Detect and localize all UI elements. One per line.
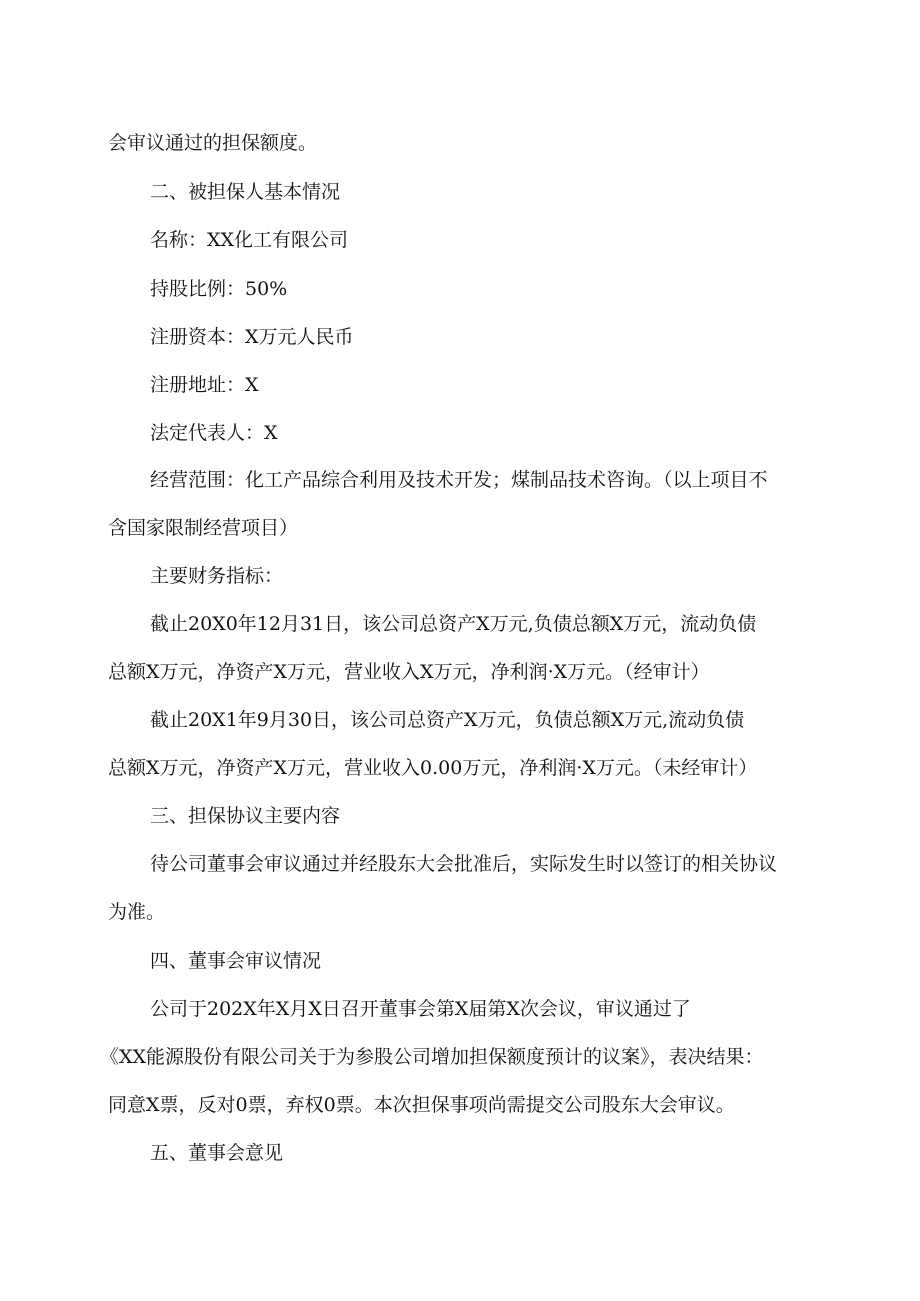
section-heading-board-opinion: 五、董事会意见	[150, 1142, 284, 1164]
field-registered-capital: 注册资本：X万元人民币	[150, 326, 354, 348]
financial-indicators-heading: 主要财务指标：	[150, 565, 284, 587]
board-review-text-line-2: 《XX能源股份有限公司关于为参股公司增加担保额度预计的议案》，表决结果：	[100, 1046, 764, 1068]
field-shareholding-ratio: 持股比例：50%	[150, 278, 288, 300]
section-heading-guarantee-agreement: 三、担保协议主要内容	[150, 805, 341, 827]
field-business-scope: 经营范围：化工产品综合利用及技术开发；煤制品技术咨询。（以上项目不	[150, 469, 768, 491]
field-registered-address: 注册地址：X	[150, 374, 259, 396]
field-name: 名称：XX化工有限公司	[150, 229, 349, 251]
financials-20x1-line-1: 截止20X1年9月30日，该公司总资产X万元，负债总额X万元,流动负债	[150, 709, 745, 731]
section-heading-board-review: 四、董事会审议情况	[150, 950, 322, 972]
financials-20x0-line-2: 总额X万元，净资产X万元，营业收入X万元，净利润·X万元。（经审计）	[108, 661, 710, 683]
field-legal-representative: 法定代表人：X	[150, 422, 278, 444]
guarantee-agreement-text-line-2: 为准。	[108, 901, 166, 923]
paragraph-continuation: 会审议通过的担保额度。	[108, 132, 318, 154]
field-business-scope-continued: 含国家限制经营项目）	[108, 517, 299, 539]
guarantee-agreement-text-line-1: 待公司董事会审议通过并经股东大会批准后，实际发生时以签订的相关协议	[150, 853, 778, 875]
board-review-text-line-3: 同意X票，反对0票，弃权0票。本次担保事项尚需提交公司股东大会审议。	[108, 1094, 735, 1116]
financials-20x1-line-2: 总额X万元，净资产X万元，营业收入0.00万元，净利润·X万元。（未经审计）	[108, 757, 758, 779]
board-review-text-line-1: 公司于202X年X月X日召开董事会第X届第X次会议，审议通过了	[150, 998, 691, 1020]
financials-20x0-line-1: 截止20X0年12月31日，该公司总资产X万元,负债总额X万元，流动负债	[150, 613, 757, 635]
section-heading-guaranteed-party: 二、被担保人基本情况	[150, 181, 341, 203]
